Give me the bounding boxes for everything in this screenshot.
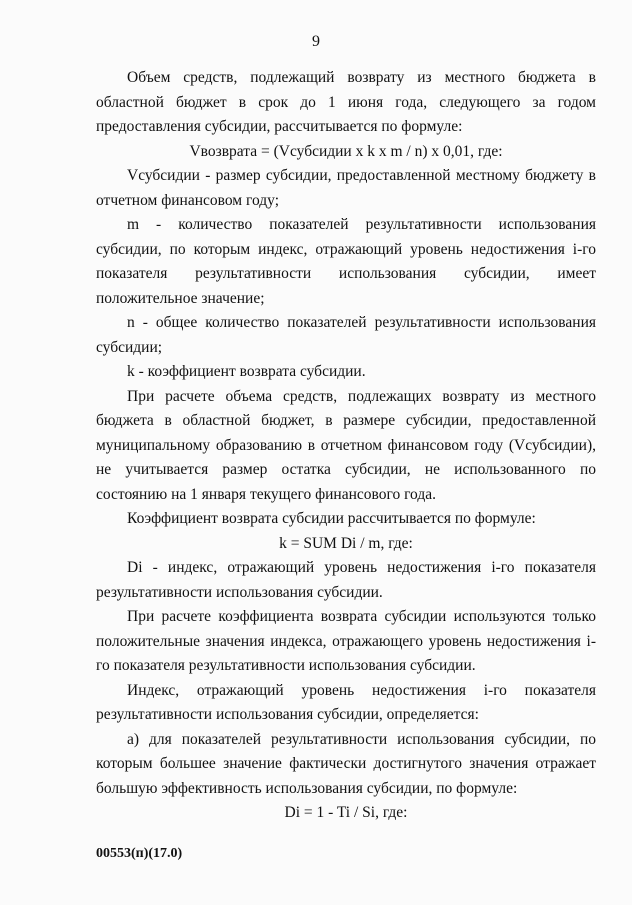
paragraph-index-intro: Индекс, отражающий уровень недостижения i-го показателя результативности использования субсидии, определяется: <box>96 681 596 723</box>
document-code: 00553(п)(17.0) <box>96 846 183 861</box>
formula-coefficient: k = SUM Di / m, где: <box>279 534 413 552</box>
formula-return-volume: Vвозврата = (Vсубсидии x k x m / n) x 0,01, где: <box>189 142 503 160</box>
paragraph-calculation-note: При расчете объема средств, подлежащих возврату из местного бюджета в областной бюджет, в размере субсидии, предоставленной муниципальному образованию в отчетном финансовом году (Vсубсидии), не учитывается размер остатка субсидии, не использованного по состоянию на 1 января текущего финансового года. <box>96 387 596 503</box>
formula-index: Di = 1 - Ti / Si, где: <box>284 804 408 821</box>
paragraph-case-a: а) для показателей результативности использования субсидии, по которым большее значение фактически достигнутого значения отражает большую эффективность использования субсидии, по формуле: <box>96 730 596 797</box>
definition-v-subsidy: Vсубсидии - размер субсидии, предоставленной местному бюджету в отчетном финансовом году; <box>96 167 596 209</box>
definition-m: m - количество показателей результативности использования субсидии, по которым индекс, отражающий уровень недостижения i-го показателя результативности использования субсидии, имеет положительное значение; <box>96 216 596 307</box>
page-number: 9 <box>312 33 320 50</box>
definition-k: k - коэффициент возврата субсидии. <box>127 363 366 380</box>
document-body <box>96 66 596 826</box>
paragraph-positive-values: При расчете коэффициента возврата субсидии используются только положительные значения индекса, отражающего уровень недостижения i-го показателя результативности использования субсидии. <box>96 608 596 674</box>
paragraph-return-volume: Объем средств, подлежащий возврату из местного бюджета в областной бюджет в срок до 1 июня года, следующего за годом предоставления субсидии, рассчитывается по формуле: <box>96 69 596 135</box>
paragraph-coefficient-intro: Коэффициент возврата субсидии рассчитывается по формуле: <box>127 510 536 527</box>
definition-n: n - общее количество показателей результативности использования субсидии; <box>96 314 596 356</box>
definition-di: Di - индекс, отражающий уровень недостижения i-го показателя результативности использования субсидии. <box>96 559 596 601</box>
